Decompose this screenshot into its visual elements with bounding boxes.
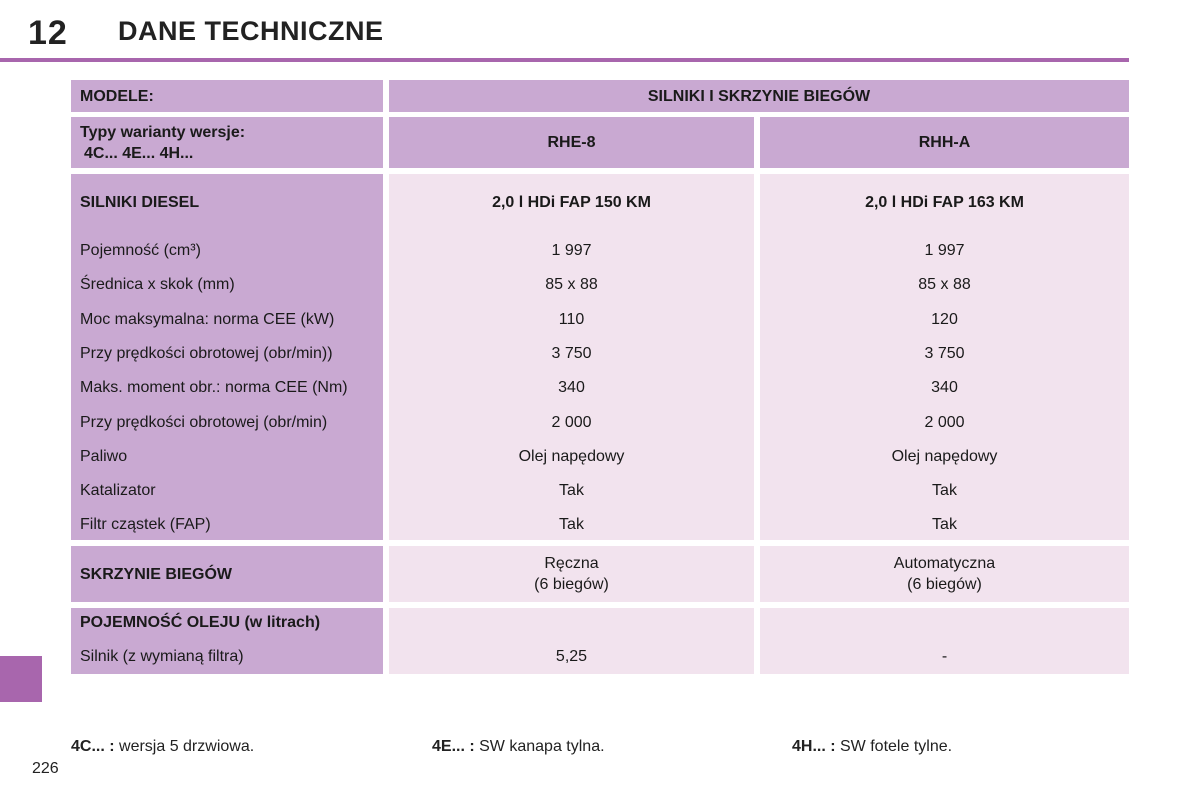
- footnote-text: wersja 5 drzwiowa.: [114, 738, 255, 755]
- spec-value: 2 000: [551, 414, 592, 431]
- models-label: MODELE:: [71, 80, 383, 112]
- footnote-code: 4E... :: [432, 738, 475, 755]
- types-label-line2: 4C... 4E... 4H...: [84, 144, 194, 162]
- footnote-text: SW kanapa tylna.: [474, 738, 605, 755]
- spec-label: Przy prędkości obrotowej (obr/min)): [80, 345, 333, 362]
- footnote-4e: [432, 738, 605, 756]
- spec-value: Tak: [559, 482, 584, 499]
- footnote-text: SW fotele tylne.: [835, 738, 953, 755]
- gearbox-value-2: [760, 546, 1129, 602]
- gearbox-type: Ręczna: [544, 555, 599, 572]
- gearbox-gears: (6 biegów): [907, 576, 982, 593]
- spec-value: 1 997: [924, 242, 965, 259]
- spec-value: Tak: [559, 516, 584, 533]
- spec-value: Olej napędowy: [518, 448, 625, 465]
- engine-name-1: 2,0 l HDi FAP 150 KM: [492, 194, 651, 211]
- chapter-number: 12: [28, 14, 68, 52]
- spec-label: Średnica x skok (mm): [80, 276, 235, 293]
- chapter-side-tab: [0, 656, 42, 702]
- section-header: SILNIKI I SKRZYNIE BIEGÓW: [389, 80, 1129, 112]
- footnote-4h: [792, 738, 952, 756]
- spec-label: Paliwo: [80, 448, 128, 465]
- spec-value: Olej napędowy: [891, 448, 998, 465]
- spec-label: Maks. moment obr.: norma CEE (Nm): [80, 379, 348, 396]
- oil-value: 5,25: [555, 648, 588, 665]
- footnote-code: 4C... :: [71, 738, 115, 755]
- footnote-code: 4H... :: [792, 738, 836, 755]
- spec-value: 120: [931, 311, 958, 328]
- types-label: [71, 117, 383, 168]
- gearbox-gears: (6 biegów): [534, 576, 609, 593]
- spec-value: 110: [558, 311, 585, 328]
- column-header-rhe8: RHE-8: [389, 117, 754, 168]
- spec-label: Przy prędkości obrotowej (obr/min): [80, 414, 328, 431]
- oil-row-label: Silnik (z wymianą filtra): [80, 648, 244, 665]
- spec-label: Pojemność (cm³): [80, 242, 201, 259]
- spec-value: 85 x 88: [545, 276, 598, 293]
- gearbox-type: Automatyczna: [893, 555, 996, 572]
- spec-value: 3 750: [551, 345, 592, 362]
- spec-value: Tak: [932, 482, 957, 499]
- footnote-4c: [71, 738, 254, 756]
- page-number: 226: [32, 760, 59, 777]
- spec-value: Tak: [932, 516, 957, 533]
- spec-label: Filtr cząstek (FAP): [80, 516, 211, 533]
- gearbox-value-1: [389, 546, 754, 602]
- oil-label: POJEMNOŚĆ OLEJU (w litrach): [80, 614, 321, 631]
- oil-value: -: [941, 648, 948, 665]
- engines-label: SILNIKI DIESEL: [80, 194, 200, 211]
- spec-value: 2 000: [924, 414, 965, 431]
- spec-label: Moc maksymalna: norma CEE (kW): [80, 311, 335, 328]
- gearbox-label: SKRZYNIE BIEGÓW: [71, 546, 383, 602]
- page-title: DANE TECHNICZNE: [118, 16, 384, 46]
- spec-value: 1 997: [551, 242, 592, 259]
- spec-value: 85 x 88: [918, 276, 971, 293]
- spec-label: Katalizator: [80, 482, 156, 499]
- spec-value: 340: [931, 379, 958, 396]
- header-rule: [0, 58, 1129, 62]
- types-label-line1: Typy warianty wersje:: [80, 123, 246, 141]
- column-header-rhha: RHH-A: [760, 117, 1129, 168]
- spec-value: 3 750: [924, 345, 965, 362]
- engine-name-2: 2,0 l HDi FAP 163 KM: [865, 194, 1024, 211]
- spec-value: 340: [558, 379, 585, 396]
